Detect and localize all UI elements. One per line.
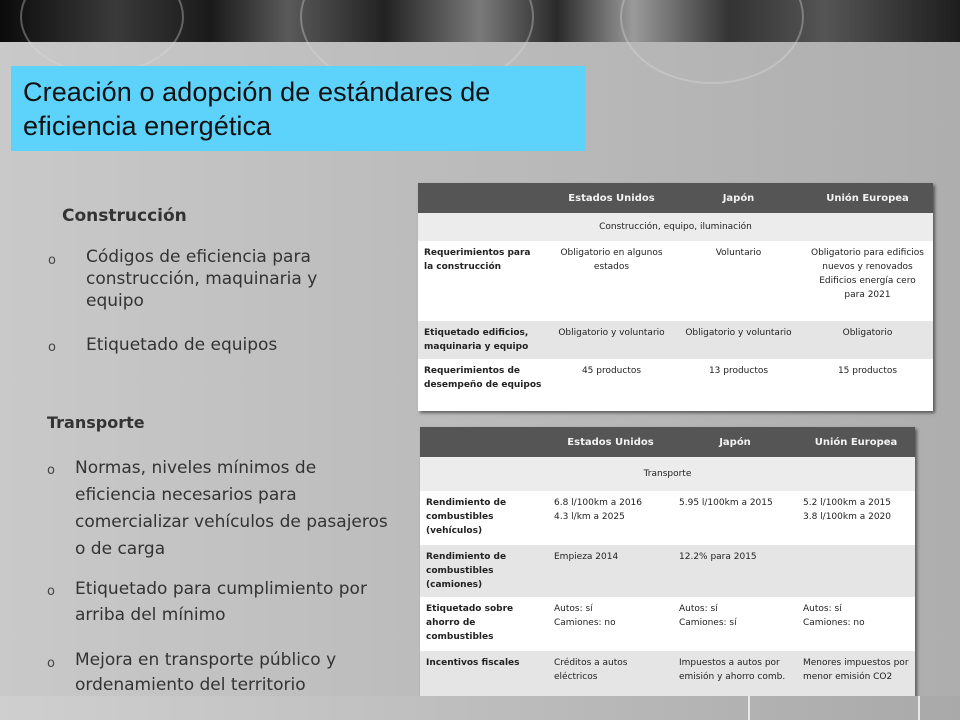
cell-line: Edificios energía cero para 2021 [819,276,916,300]
table-row [418,359,933,411]
table-subheader-row [420,457,915,491]
table-header-cell: Japón [675,183,802,213]
bullet-marker: o [48,340,56,355]
table-row [420,597,915,651]
bullet-text: Etiquetado para cumplimiento por arriba del mínimo [75,579,367,625]
table-header-cell: Estados Unidos [548,427,673,457]
list-item [47,648,387,698]
footer-divider [918,696,920,720]
table-header-cell: Japón [673,427,797,457]
bullet-marker: o [47,463,55,478]
table-cell: 12.2% para 2015 [673,545,797,597]
bullet-text: Mejora en transporte público y ordenamiento del territorio [75,650,337,695]
list-item [48,333,338,358]
cell-line: Camiones: no [803,618,865,628]
table-header-row [420,427,915,457]
bullet-marker: o [47,656,55,671]
wheel-arc-decoration [620,0,804,84]
table-row [418,241,933,321]
footer-strip [0,696,960,720]
table-header-cell: Unión Europea [802,183,933,213]
table-header-cell [420,427,548,457]
transporte-table [420,427,915,705]
slide-title-box [11,66,585,151]
cell-line: 6.8 l/100km a 2016 [554,498,643,508]
list-item [48,246,338,312]
table-cell [797,545,915,597]
row-label: Incentivos fiscales [420,651,548,705]
bullet-text: Códigos de eficiencia para construcción, maquinaria y equipo [86,247,318,311]
table-cell: 45 productos [548,359,675,411]
table-row [420,491,915,545]
row-label: Requerimientos de desempeño de equipos [418,359,548,411]
table-header-row [418,183,933,213]
table-subheader-row [418,213,933,241]
row-label: Etiquetado sobre ahorro de combustibles [420,597,548,651]
bullet-marker: o [48,253,56,268]
cell-line: Camiones: sí [679,618,737,628]
transporte-heading: Transporte [47,413,145,432]
table-cell: Impuestos a autos por emisión y ahorro comb. [673,651,797,705]
cell-line: 3.8 l/100km a 2020 [803,512,892,522]
table-subheader: Transporte [420,457,915,491]
table-header-cell: Estados Unidos [548,183,675,213]
cell-line: Autos: sí [554,604,593,614]
table-cell: 15 productos [802,359,933,411]
table-cell [797,491,915,545]
table-row [420,545,915,597]
cell-line: 4.3 l/km a 2025 [554,512,625,522]
table-cell: Empieza 2014 [548,545,673,597]
table-cell: Créditos a autos eléctricos [548,651,673,705]
cell-line: 5.2 l/100km a 2015 [803,498,892,508]
table-cell: Obligatorio y voluntario [548,321,675,359]
cell-line: Camiones: no [554,618,616,628]
cell-line: Autos: sí [803,604,842,614]
slide-title: Creación o adopción de estándares de eficiencia energética [23,77,491,141]
table-cell: 5.95 l/100km a 2015 [673,491,797,545]
row-label: Etiquetado edificios, maquinaria y equipo [418,321,548,359]
table-row [418,321,933,359]
table-cell: 13 productos [675,359,802,411]
bullet-text: Normas, niveles mínimos de eficiencia necesarios para comercializar vehículos de pasajeros o de carga [75,458,388,559]
row-label: Rendimiento de combustibles (vehículos) [420,491,548,545]
cell-line: Autos: sí [679,604,718,614]
table-header-cell [418,183,548,213]
header-image-strip [0,0,960,42]
table-cell: Obligatorio y voluntario [675,321,802,359]
table-subheader: Construcción, equipo, iluminación [418,213,933,241]
table-cell [548,491,673,545]
table-cell: Voluntario [675,241,802,321]
list-item [47,576,397,628]
table-cell: Obligatorio en algunos estados [548,241,675,321]
construccion-heading: Construcción [62,206,187,226]
list-item [47,455,392,563]
row-label: Requerimientos para la construcción [418,241,548,321]
table-cell [548,597,673,651]
construccion-table [418,183,933,411]
table-cell [802,241,933,321]
row-label: Rendimiento de combustibles (camiones) [420,545,548,597]
wheel-arc-decoration [20,0,184,74]
footer-divider [748,696,750,720]
table-cell: Obligatorio [802,321,933,359]
table-cell [673,597,797,651]
table-cell [797,597,915,651]
table-header-cell: Unión Europea [797,427,915,457]
bullet-marker: o [47,584,55,599]
table-cell: Menores impuestos por menor emisión CO2 [797,651,915,705]
cell-line: Obligatorio para edificios nuevos y renovados [811,248,924,272]
bullet-text: Etiquetado de equipos [86,335,278,355]
